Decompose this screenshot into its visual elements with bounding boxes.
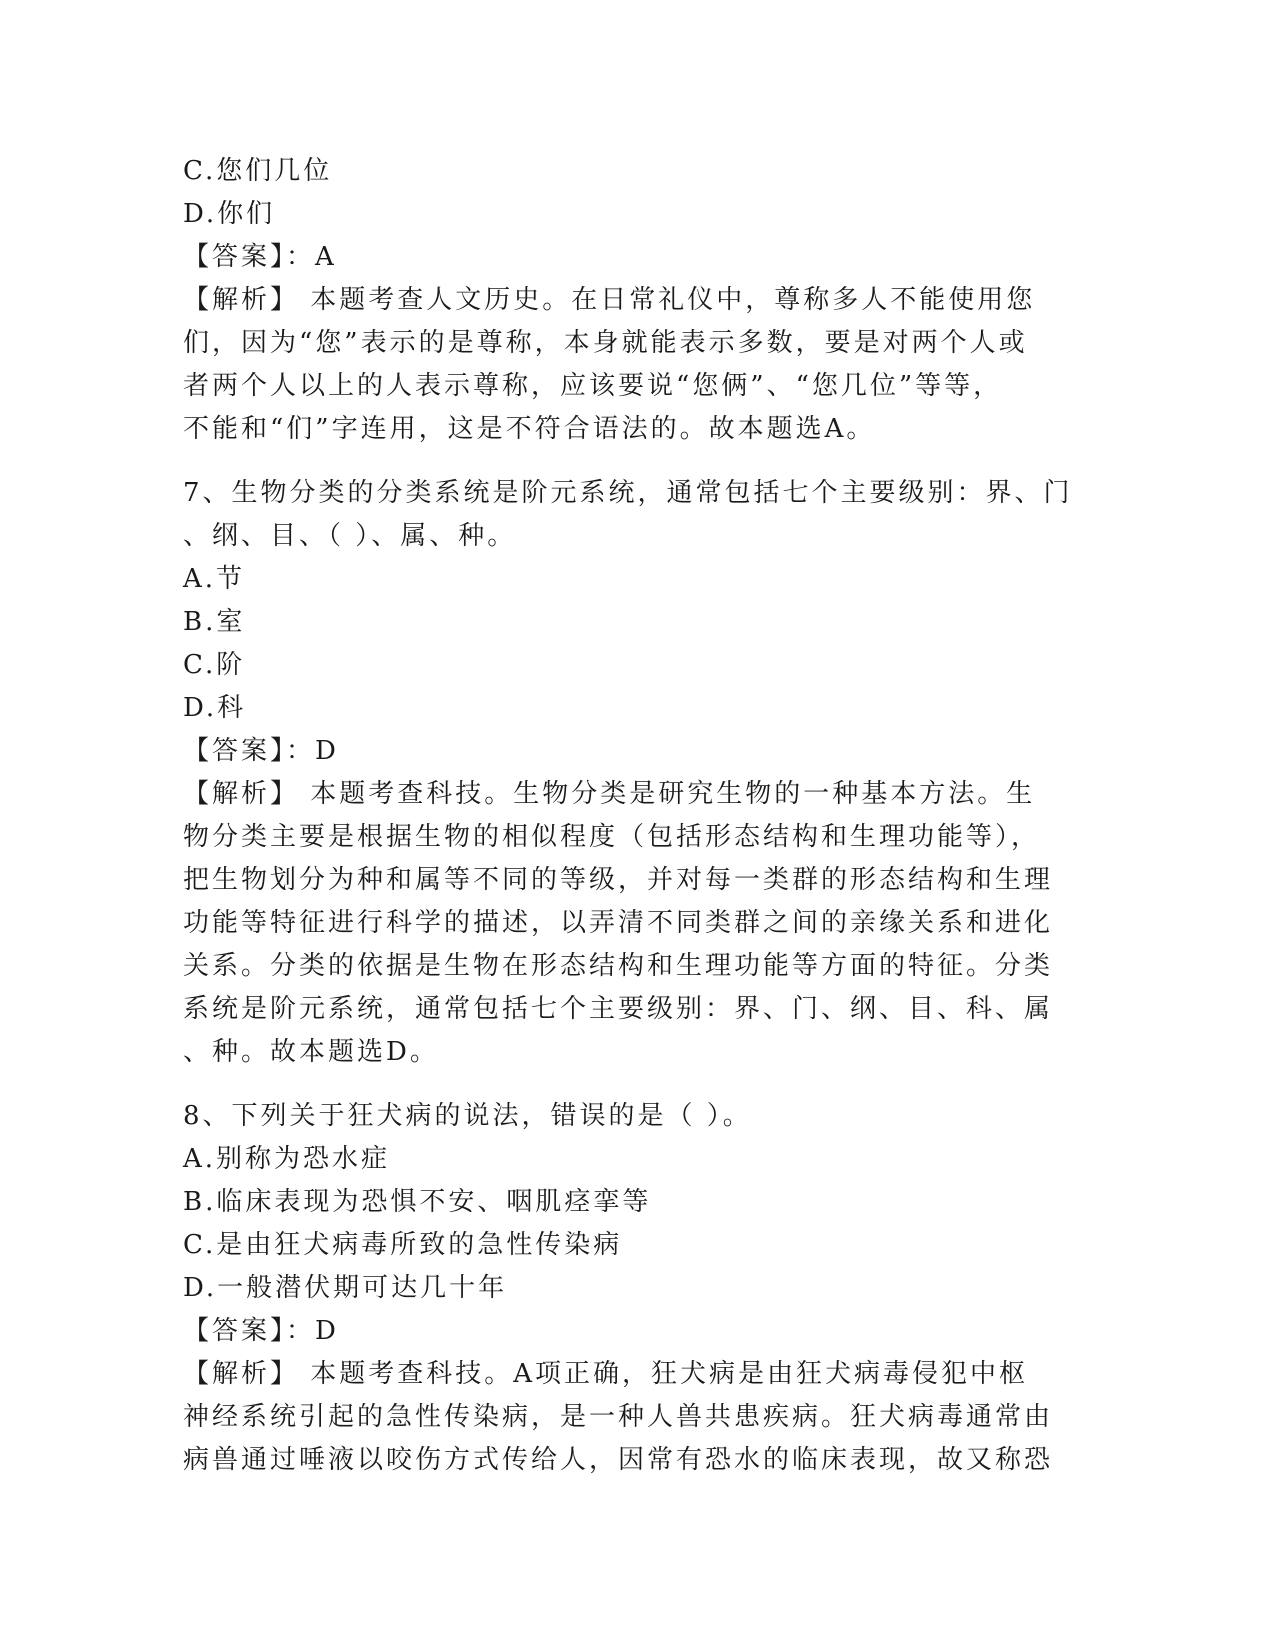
q7-option-d: D.科 bbox=[183, 693, 247, 723]
q7-question-line: 7、生物分类的分类系统是阶元系统，通常包括七个主要级别：界、门 bbox=[183, 478, 1073, 508]
q7-analysis-line: 系统是阶元系统，通常包括七个主要级别：界、门、纲、目、科、属 bbox=[183, 994, 1054, 1024]
question-6-block bbox=[183, 150, 1083, 451]
question-7-block bbox=[183, 472, 1083, 1074]
q6-analysis-line: 们，因为“您”表示的是尊称，本身就能表示多数，要是对两个人或 bbox=[183, 328, 1028, 358]
question-8-block bbox=[183, 1095, 1083, 1482]
q7-option-a: A.节 bbox=[183, 564, 246, 594]
q8-analysis-line: 【解析】 本题考查科技。A项正确，狂犬病是由狂犬病毒侵犯中枢 bbox=[183, 1359, 1029, 1389]
q6-option-c: C.您们几位 bbox=[183, 156, 333, 186]
q7-answer: 【答案】：D bbox=[183, 736, 339, 766]
q8-option-b: B.临床表现为恐惧不安、咽肌痉挛等 bbox=[183, 1187, 652, 1217]
q6-option-d: D.你们 bbox=[183, 199, 276, 229]
q6-analysis-line: 者两个人以上的人表示尊称，应该要说“您俩”、“您几位”等等， bbox=[183, 371, 1003, 401]
q7-analysis-line: 关系。分类的依据是生物在形态结构和生理功能等方面的特征。分类 bbox=[183, 951, 1054, 981]
q6-answer: 【答案】：A bbox=[183, 242, 337, 272]
q7-analysis-line: 把生物划分为种和属等不同的等级，并对每一类群的形态结构和生理 bbox=[183, 865, 1054, 895]
q7-analysis-line: 【解析】 本题考查科技。生物分类是研究生物的一种基本方法。生 bbox=[183, 779, 1036, 809]
q8-option-d: D.一般潜伏期可达几十年 bbox=[183, 1273, 508, 1303]
q7-analysis-line: 物分类主要是根据生物的相似程度（包括形态结构和生理功能等）， bbox=[183, 822, 1041, 852]
q7-option-c: C.阶 bbox=[183, 650, 246, 680]
q8-question: 8、下列关于狂犬病的说法，错误的是（ ）。 bbox=[183, 1101, 752, 1131]
spacer bbox=[183, 1074, 1083, 1095]
q7-analysis-line: 功能等特征进行科学的描述，以弄清不同类群之间的亲缘关系和进化 bbox=[183, 908, 1054, 938]
q8-option-a: A.别称为恐水症 bbox=[183, 1144, 391, 1174]
q8-analysis-line: 病兽通过唾液以咬伤方式传给人，因常有恐水的临床表现，故又称恐 bbox=[183, 1445, 1054, 1475]
spacer bbox=[183, 451, 1083, 472]
q6-analysis-line: 不能和“们”字连用，这是不符合语法的。故本题选A。 bbox=[183, 414, 876, 444]
q8-option-c: C.是由狂犬病毒所致的急性传染病 bbox=[183, 1230, 623, 1260]
q8-answer: 【答案】：D bbox=[183, 1316, 339, 1346]
q6-analysis-line: 【解析】 本题考查人文历史。在日常礼仪中，尊称多人不能使用您 bbox=[183, 285, 1036, 315]
q7-option-b: B.室 bbox=[183, 607, 246, 637]
q7-question-line: 、纲、目、（ ）、属、种。 bbox=[183, 521, 517, 551]
q7-analysis-line: 、种。故本题选D。 bbox=[183, 1037, 439, 1067]
q8-analysis-line: 神经系统引起的急性传染病，是一种人兽共患疾病。狂犬病毒通常由 bbox=[183, 1402, 1054, 1432]
document-page bbox=[183, 150, 1083, 1482]
